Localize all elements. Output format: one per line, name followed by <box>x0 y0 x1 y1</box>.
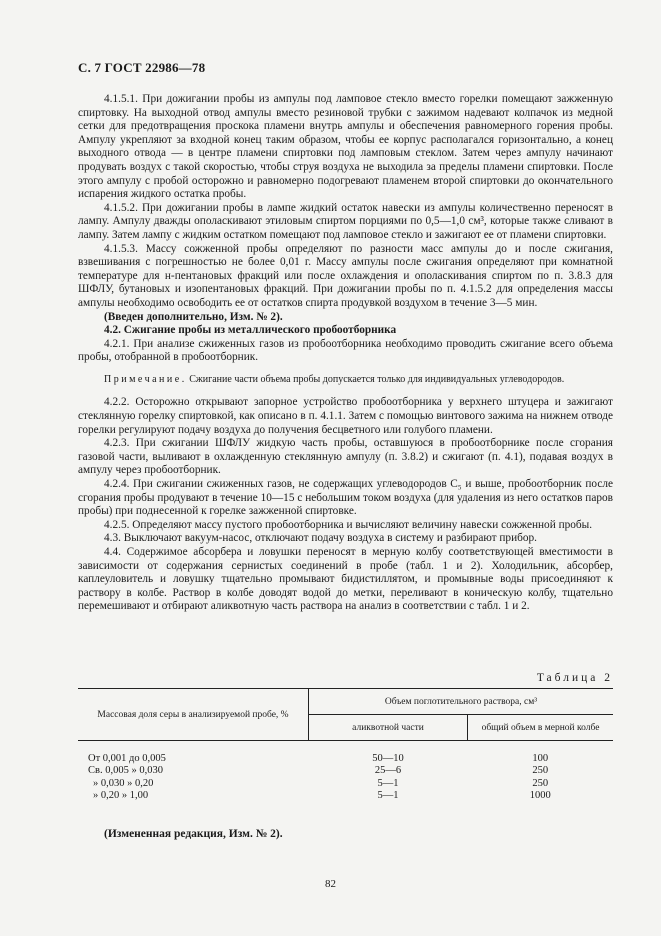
cell-range: » 0,030 » 0,20 <box>93 777 154 789</box>
note <box>78 373 613 387</box>
cell-aliquot: 50—10 <box>372 753 404 764</box>
cell-aliquot: 5—1 <box>377 790 399 802</box>
amendment-note-2: (Измененная редакция, Изм. № 2). <box>104 828 283 840</box>
paragraph-4-1-5-2: 4.1.5.2. При дожигании пробы в лампе жидкий остаток навески из ампулы количественно переносят в лампу. Ампулу дважды ополаскивают этиловым спиртом порциями по 0,5—1,0 см³, которые также сливают в лампу. Затем лампу с жидким остатком помещают под ламповое стекло и зажигают ее от пламени спиртовки. <box>78 201 613 241</box>
section-heading-4-2: 4.2. Сжигание пробы из металлического пробоотборника <box>104 324 397 337</box>
paragraph-4-1-5-1: 4.1.5.1. При дожигании пробы из ампулы под ламповое стекло вместо горелки помещают зажженную спиртовку. На выходной отвод ампулы вместо резиновой трубки с зажимом надевают колпачок из медной сетки для предотвращения проскока пламени внутрь ампулы и обеспечения равномерного горения пробы. Ампулу укрепляют за входной конец таким образом, чтобы ее корпус располагался горизонтально, а конец выходного отвода — в центре пламени спиртовки под ламповым стеклом. Затем через ампулу начинают продувать воздух с такой скоростью, чтобы струя воздуха не выходила за пределы пламени спиртовки. После этого ампулу с пробой осторожно и равномерно подогревают пламенем второй спиртовки до окончательного испарения жидкого остатка пробы. <box>78 93 613 201</box>
cell-aliquot: 25—6 <box>374 765 402 777</box>
page-header: С. 7 ГОСТ 22986—78 <box>78 60 206 75</box>
col-header-sulfur-fraction: Массовая доля серы в анализируемой пробе, % <box>78 689 309 741</box>
col-header-group-volume: Объем поглотительного раствора, см³ <box>309 689 614 715</box>
paragraph-4-2-4: 4.2.4. При сжигании сжиженных газов, не содержащих углеводородов С₅ и выше, пробоотборник после сгорания пробы продувают в течение 10—15 с небольшим током воздуха (для удаления из него остатков паров пробы) при поднесенной к горелке зажженной спиртовке. <box>78 478 613 518</box>
paragraph-4-2-1: 4.2.1. При анализе сжиженных газов из пробоотборника необходимо проводить сжигание всего объема пробы, отобранной в пробоотборник. <box>78 337 613 364</box>
note-text: Сжигание части объема пробы допускается только для индивидуальных углеводородов. <box>189 373 565 385</box>
main-text <box>78 93 613 614</box>
cell-range: » 0,20 » 1,00 <box>93 790 149 802</box>
cell-total: 100 <box>532 753 549 764</box>
table-row <box>78 790 613 802</box>
cell-total: 1000 <box>529 790 551 802</box>
table-row <box>78 778 613 790</box>
cell-range: Св. 0,005 » 0,030 <box>88 765 163 777</box>
page-number: 82 <box>325 878 336 890</box>
paragraph-4-1-5-3: 4.1.5.3. Массу сожженной пробы определяют по разности масс ампулы до и после сжигания, взвешивания с погрешностью не более 0,01 г. Массу ампулы после сжигания определяют при комнатной температуре для н-пентановых фракций или после охлаждения и ополаскивания спиртом по п. 3.8.3 для ШФЛУ, бутановых и изопентановых фракций. При дожигании пробы по п. 4.1.5.2 для определения массы ампулы необходимо освободить ее от остатков спирта продувкой воздухом в течение 3—5 мин. <box>78 242 613 309</box>
cell-total: 250 <box>532 765 549 777</box>
col-header-aliquot: аликвотной части <box>309 715 468 741</box>
amendment-note-1: (Введен дополнительно, Изм. № 2). <box>104 310 283 323</box>
cell-range: От 0,001 до 0,005 <box>88 753 166 764</box>
paragraph-4-2-3: 4.2.3. При сжигании ШФЛУ жидкую часть пробы, оставшуюся в пробоотборнике после сгорания газовой части, выливают в охлажденную стеклянную ампулу (п. 3.8.2) и сжигают (п. 4.1), подавая воздух в ампулу через пробоотборник. <box>78 437 613 477</box>
paragraph-4-2-2: 4.2.2. Осторожно открывают запорное устройство пробоотборника у верхнего штуцера и зажигают стеклянную горелку спиртовкой, как описано в п. 4.1.1. Затем с помощью винтового зажима на нижнем отводе горелки регулируют подачу воздуха до получения бесцветного или голубого пламени. <box>78 396 613 436</box>
paragraph-4-4: 4.4. Содержимое абсорбера и ловушки переносят в мерную колбу соответствующей вместимости в зависимости от содержания сернистых соединений в пробе (табл. 1 и 2). Холодильник, абсорбер, каплеуловитель и ловушку тщательно промывают бидистиллятом, и промывные воды присоединяют к раствору в колбе. Раствор в колбе доводят водой до метки, переливают в коническую колбу, тщательно перемешивают и отбирают аликвотную часть раствора на анализ в соответствии с табл. 1 и 2. <box>78 546 613 613</box>
data-table <box>78 688 613 803</box>
cell-aliquot: 5—1 <box>377 777 399 789</box>
paragraph-4-2-5: 4.2.5. Определяют массу пустого пробоотборника и вычисляют величину навески сожженной пробы. <box>104 518 593 531</box>
col-header-total-volume: общий объем в мерной колбе <box>468 715 614 741</box>
table-row <box>78 741 613 766</box>
table-caption: Таблица 2 <box>536 672 613 684</box>
cell-total: 250 <box>532 777 549 789</box>
note-label: Примечание. <box>104 373 187 385</box>
paragraph-4-3: 4.3. Выключают вакуум-насос, отключают подачу воздуха в систему и разбирают прибор. <box>104 532 537 545</box>
table-row <box>78 765 613 777</box>
